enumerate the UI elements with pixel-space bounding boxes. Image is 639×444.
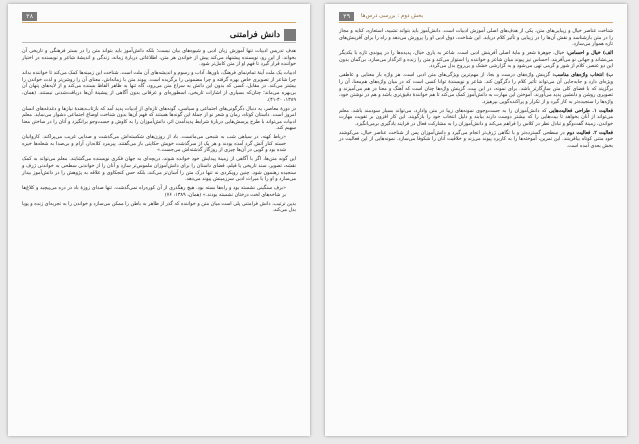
section-title-bar	[22, 28, 296, 43]
paragraph	[339, 108, 613, 128]
paragraph-text: در دورهٔ معاصر، به دنبال دگرگونی‌های اجتماعی و سیاسی، گونه‌های تازه‌ای از ادبیات پدید آمد که بازتاب‌دهندهٔ نیازها و دغدغه‌های انسان امروز است. داستان کوتاه، رمان و شعر نو از جملهٔ این گونه‌ها هستند که فهم آن‌ها بدون شناخت اوضاع اجتماعی دشوار می‌نماید. معلم ادبیات می‌تواند با طرح پرسش‌هایی دربارهٔ شرایط پدیدآمدن اثر، دانش‌آموزان را به کاوش و جست‌وجو برانگیزد و آنان را در ساختن معنا سهیم کند.	[22, 105, 296, 132]
paragraph-text: این گونه متن‌ها، اگر با آگاهی از زمینهٔ پیدایش خود خوانده شوند، دریچه‌ای به جهان فکری نویسنده می‌گشایند. معلم می‌تواند به کمک نقشه، تصویر، سند تاریخی یا فیلم، فضای داستان را برای دانش‌آموزان ملموس‌تر سازد و آنان را از خواندنی سطحی به خواندنی ژرف و سنجیده رهنمون شود. چنین رویکردی نه تنها درک متن را آسان‌تر می‌کند، بلکه حس کنجکاوی و علاقه به پژوهش را در دانش‌آموز بیدار می‌سازد و او را با میراث ادبی سرزمینش پیوند می‌دهد.	[22, 156, 296, 183]
paragraph	[22, 70, 296, 103]
paragraph-text: در سطحی گسترده‌تر و با نگاهی ژرف‌تر انجام می‌گیرد و دانش‌آموزان پس از شناخت عناصر خیال، می‌کوشند خود متنی کوتاه بیافرینند. این تمرین، آموخته‌ها را به کاربرد پیوند می‌زند و خلاقیت آنان را شکوفا می‌سازد. نمونه‌هایی از این فعالیت در بخش بعدی آمده است.	[339, 129, 613, 150]
paragraph	[22, 48, 296, 68]
right-page-number: ۳۹	[339, 12, 354, 21]
paragraph-text: که دانش‌آموزان را به جست‌وجوی نمونه‌های زیبا در متن وادارد، می‌تواند بسیار سودمند باشد. معلم می‌تواند از آنان بخواهد تا بیت‌هایی را که بیشتر دوست دارند بیابند و دلیل انتخاب خود را بازگویند. این کار افزون بر تقویت مهارت خواندن، زمینهٔ گفت‌وگو و تبادل نظر در کلاس را فراهم می‌کند و دانش‌آموزان را به مشارکت فعال در فرایند یادگیری برمی‌انگیزد.	[339, 107, 613, 127]
paragraph-lead: الف) خیال و احساس:	[566, 50, 614, 57]
paragraph-text: «برف سنگینی نشسته بود و راه‌ها بسته بود. هیچ رهگذری از آن کوره‌راه نمی‌گذشت. تنها صدای زوزهٔ باد در دره می‌پیچید و کلاغ‌ها بر شاخه‌های لخت درختان نشسته بودند.» (همان، ۱۳۸۹: ۷۶)	[22, 185, 286, 198]
right-page-header	[339, 12, 613, 23]
paragraph-lead: فعالیت ۱. طراحی فعالیت‌هایی	[548, 107, 613, 114]
section-marker-icon	[284, 29, 296, 41]
section-title: دانش فرامتنی	[229, 30, 280, 40]
paragraph	[22, 106, 296, 132]
paragraph	[22, 185, 296, 198]
left-page-number: ۳۸	[22, 12, 37, 21]
paragraph-text: گزینش واژه‌های درست و بجا، از مهم‌ترین ویژگی‌های متن ادبی است. هر واژه بار معنایی و عاطفی ویژه‌ای دارد و جابه‌جایی آن می‌تواند تأثیر کلام را دگرگون کند. شاعر و نویسندهٔ توانا کسی است که در میان واژه‌های هم‌معنا، آن را برگزیند که با فضای کلی متن سازگارتر باشد. برای نمونه، در این بیت، گزینش واژه‌ها چنان است که آهنگ و معنا در هم می‌آمیزند و تصویری روشن و دلنشین پدید می‌آورند. آموختن این مهارت به دانش‌آموز کمک می‌کند تا هم خوانندهٔ دقیق‌تری باشد و هم در نوشتن خود، واژه‌ها را سنجیده‌تر به کار گیرد و از تکرار و پراکنده‌گویی بپرهیزد.	[339, 72, 613, 105]
paragraph	[22, 134, 296, 154]
paragraph	[339, 50, 613, 70]
paragraph	[22, 201, 296, 214]
paragraph-text: شناخت عناصر خیال و زیبایی‌های متن، یکی از هدف‌های اصلی آموزش ادبیات است. دانش‌آموز باید بتواند تشبیه، استعاره، کنایه و مجاز را در متن بازشناسد و نقش آن‌ها را در زیبایی و تأثیر کلام دریابد. این شناخت، ذوق ادبی او را پرورش می‌دهد و راه را برای آفرینش‌های تازه هموار می‌سازد.	[339, 28, 613, 48]
paragraph-text: ادبیات یک ملت آینهٔ تمام‌نمای فرهنگ، باورها، آداب و رسوم و اندیشه‌های آن ملت است. شناخت این زمینه‌ها کمک می‌کند تا خواننده بداند چرا شاعر از تصویری خاص بهره گرفته و چرا مضمونی را برگزیده است. پیوند متن با زمانه‌اش، معنای آن را روشن‌تر و لذت خواندن را بیشتر می‌کند. در مقابل، کسی که بدون این دانش به سراغ متن می‌رود، گاه تنها به ظاهر الفاظ بسنده می‌کند و از لایه‌های پنهان آن بی‌بهره می‌ماند؛ چنان‌که بسیاری از اشارات تاریخی، اسطوره‌ای و عرفانی بدون آگاهی از پیشینهٔ آن‌ها دریافت‌شدنی نیستند. (همان، ۱۳۸۹: ۴۰-۴۱).	[22, 70, 296, 103]
right-page-body	[339, 28, 613, 152]
left-page	[8, 4, 310, 436]
paragraph-lead: فعالیت ۲. فعالیت دوم	[566, 129, 613, 136]
right-page	[325, 4, 627, 436]
paragraph-text: بدین ترتیب، دانش فرامتنی پلی است میان متن و خواننده که گذر از ظاهر به باطن را ممکن می‌سازد و خواندن را به تجربه‌ای زنده و پویا بدل می‌کند.	[22, 200, 296, 214]
paragraph-text: «رباط کهنه، در سیاهی شب به شبحی می‌مانست. باد از روزن‌های شکسته‌اش می‌گذشت و صدایی غریب می‌پراکند. کاروانیان خسته کنار آتش گرد آمده بودند و هر یک از سرگذشت خویش حکایتی باز می‌گفتند. پیرمرد کلاه‌دار، آرام و بی‌صدا به شعله‌ها خیره شده بود و گویی در آن‌ها چیزی از روزگار گذشته‌اش می‌جست.»	[22, 134, 286, 154]
paragraph	[22, 156, 296, 182]
paragraph	[339, 130, 613, 150]
paragraph	[339, 72, 613, 105]
running-head: بخش دوم : بررسی درس‌ها	[361, 13, 424, 19]
paragraph	[339, 28, 613, 48]
left-page-body	[22, 48, 296, 216]
paragraph-text: هدف تدریس ادبیات تنها آموزش زبان ادبی و شیوه‌های بیان نیست؛ بلکه دانش‌آموز باید بتواند متن را در بستر فرهنگی و تاریخی آن بخواند. از این رو، نویسنده پیشنهاد می‌کند پیش از خواندن هر متن، اطلاعاتی دربارهٔ زمانه، زندگی و اندیشهٔ شاعر و نویسنده در اختیار خواننده قرار گیرد تا فهم او از متن کامل‌تر شود.	[22, 48, 296, 68]
paragraph-lead: ب) انتخاب واژه‌های مناسب:	[552, 72, 613, 79]
left-page-header	[22, 12, 296, 23]
paragraph-text: خیال، جوهرهٔ شعر و مایهٔ اصلی آفرینش ادبی است. شاعر به یاری خیال، پدیده‌ها را در پیوندی تازه با یکدیگر می‌نشاند و جهانی نو می‌آفریند. احساس نیز پیوند میان شاعر و خواننده را استوار می‌کند و متن را زنده و اثرگذار می‌سازد. بی‌گمان بدون این دو عنصر، کلام از شور و گرمی تهی می‌شود و به گزارشی خشک و بی‌روح بدل می‌گردد.	[339, 50, 613, 70]
